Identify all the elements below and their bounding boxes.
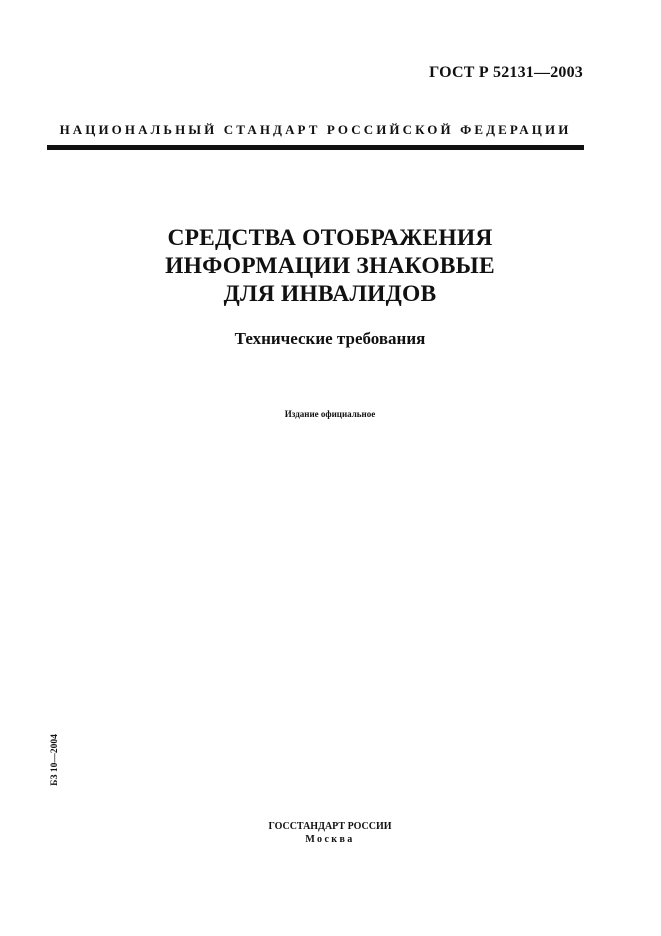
title-line-3: ДЛЯ ИНВАЛИДОВ xyxy=(223,281,437,307)
header-rule xyxy=(47,145,584,150)
edition-note: Издание официальное xyxy=(284,409,376,419)
title-line-2: ИНФОРМАЦИИ ЗНАКОВЫЕ xyxy=(165,253,495,279)
standard-designation: НАЦИОНАЛЬНЫЙ СТАНДАРТ РОССИЙСКОЙ ФЕДЕРАЦИИ xyxy=(59,122,572,137)
side-note xyxy=(48,730,62,790)
document-code: ГОСТ Р 52131—2003 xyxy=(429,64,583,81)
document-title xyxy=(80,224,580,308)
title-line-1: СРЕДСТВА ОТОБРАЖЕНИЯ xyxy=(167,225,493,251)
publisher-block xyxy=(200,820,460,846)
publisher-city: Москва xyxy=(305,834,355,845)
document-subtitle: Технические требования xyxy=(234,329,426,348)
side-note-text: БЗ 10—2004 xyxy=(50,734,60,786)
publisher-org: ГОССТАНДАРТ РОССИИ xyxy=(268,821,392,832)
